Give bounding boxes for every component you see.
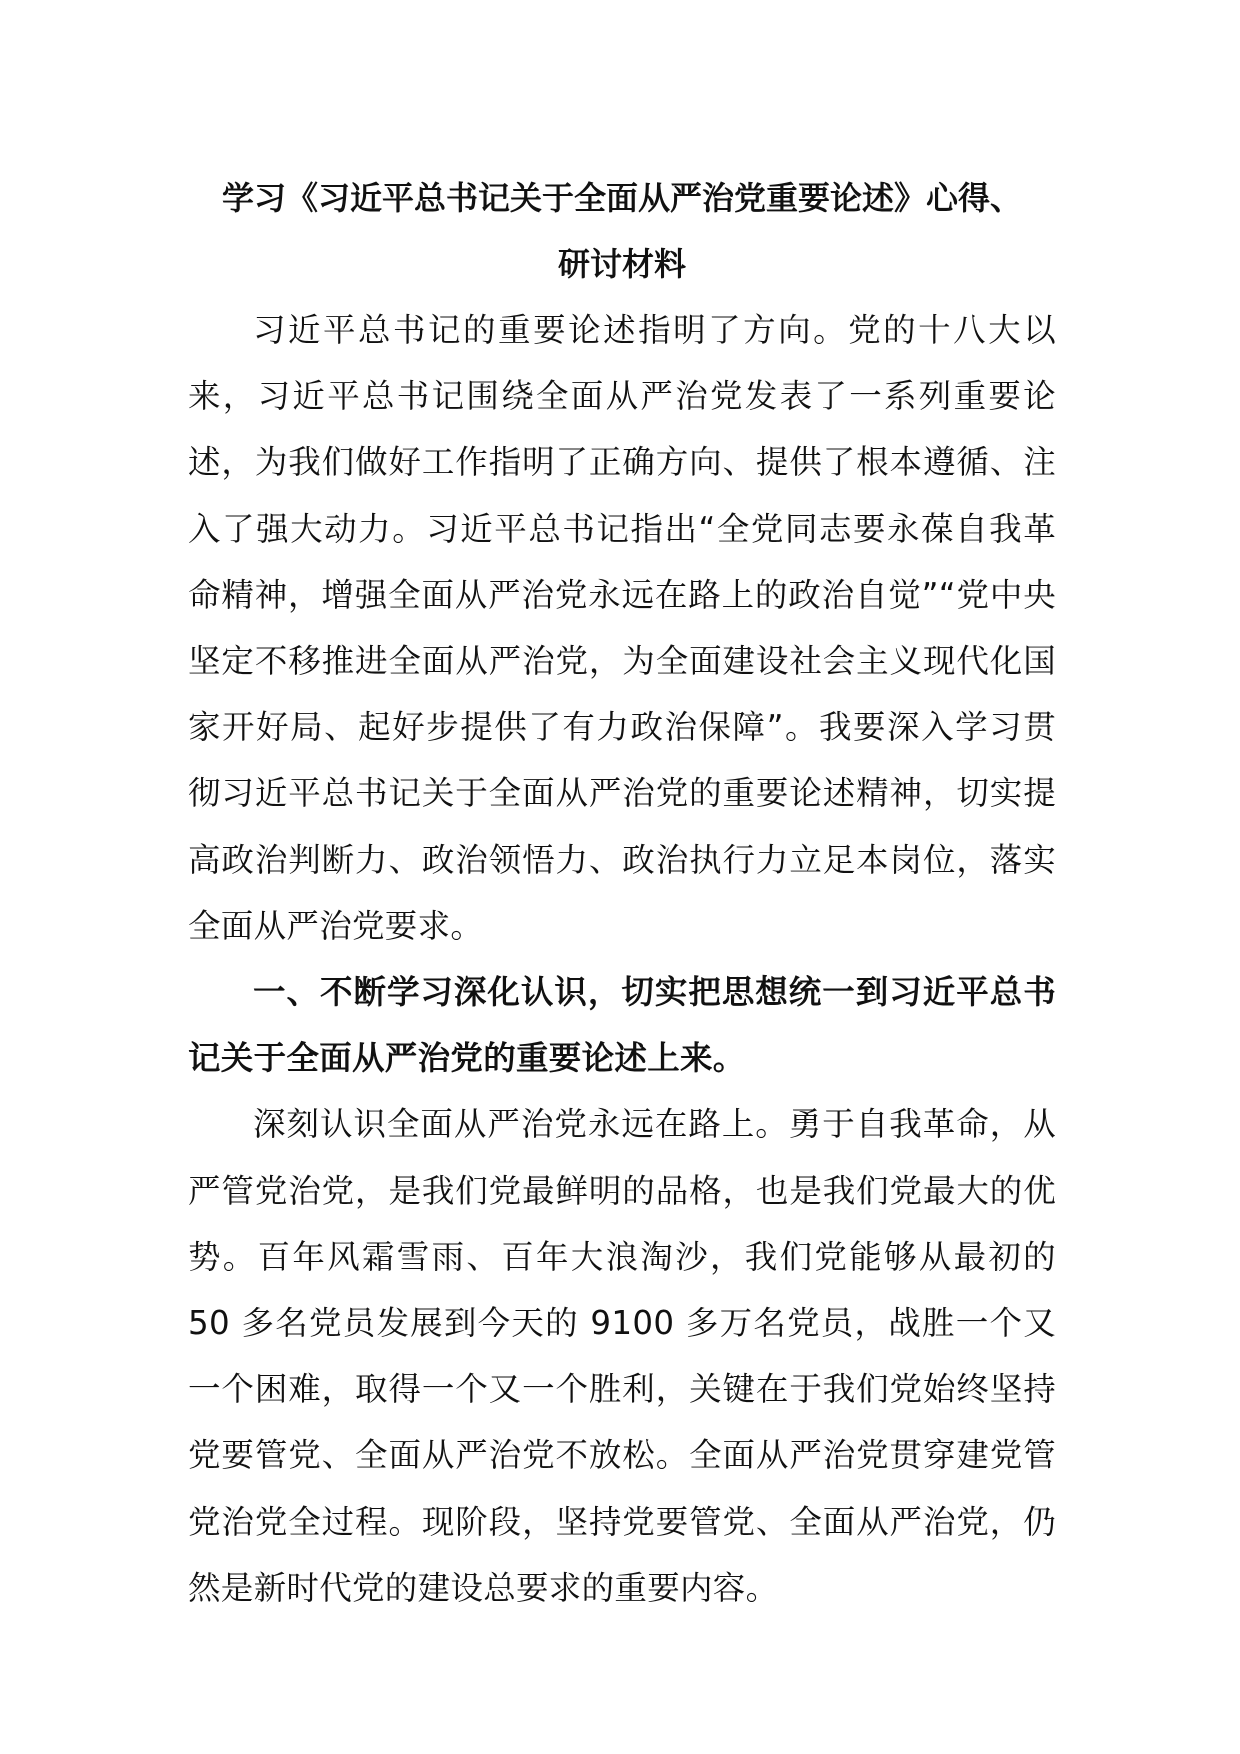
paragraph-intro: 习近平总书记的重要论述指明了方向。党的十八大以来，习近平总书记围绕全面从严治党发表了一系列重要论述，为我们做好工作指明了正确方向、提供了根本遵循、注入了强大动力。习近平总书记指出“全党同志要永葆自我革命精神，增强全面从严治党永远在路上的政治自觉”“党中央坚定不移推进全面从严治党，为全面建设社会主义现代化国家开好局、起好步提供了有力政治保障”。我要深入学习贯彻习近平总书记关于全面从严治党的重要论述精神，切实提高政治判断力、政治领悟力、政治执行力立足本岗位，落实全面从严治党要求。	[188, 311, 1056, 945]
title-line-2: 研讨材料	[557, 245, 686, 283]
title-line-1: 学习《习近平总书记关于全面从严治党重要论述》心得、	[221, 179, 1022, 217]
section-heading-1: 一、不断学习深化认识，切实把思想统一到习近平总书记关于全面从严治党的重要论述上来。	[188, 973, 1056, 1078]
document-title	[188, 165, 1056, 297]
document-page	[188, 165, 1056, 1621]
paragraph-section-1: 深刻认识全面从严治党永远在路上。勇于自我革命，从严管党治党，是我们党最鲜明的品格，也是我们党最大的优势。百年风霜雪雨、百年大浪淘沙，我们党能够从最初的 50 多名党员发展到今天的 9100 多万名党员，战胜一个又一个困难，取得一个又一个胜利，关键在于我们党始终坚持党要管党、全面从严治党不放松。全面从严治党贯穿建党管党治党全过程。现阶段，坚持党要管党、全面从严治党，仍然是新时代党的建设总要求的重要内容。	[188, 1105, 1056, 1607]
